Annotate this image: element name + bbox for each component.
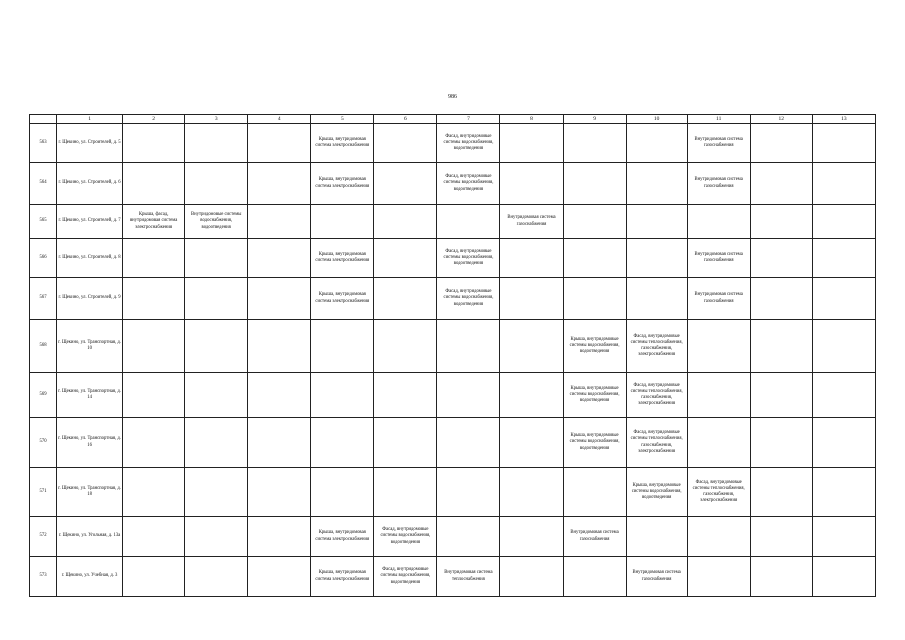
work-cell: Внутридомовая система газоснабжения: [626, 557, 687, 597]
address-cell: г. Щекино, ул. Строителей, д. 6: [57, 163, 123, 205]
table-row: [30, 468, 876, 517]
work-cell: [750, 239, 812, 278]
work-cell: [311, 205, 374, 239]
work-cell: [123, 239, 185, 278]
row-number-cell: 563: [30, 124, 57, 163]
work-cell: [123, 320, 185, 373]
work-cell: [311, 418, 374, 468]
table-row: [30, 320, 876, 373]
column-header: 12: [750, 115, 812, 124]
work-cell: [185, 468, 248, 517]
work-cell: [123, 418, 185, 468]
work-cell: [248, 468, 311, 517]
work-cell: [123, 557, 185, 597]
work-cell: [374, 320, 437, 373]
work-cell: [374, 468, 437, 517]
work-cell: [185, 517, 248, 557]
work-cell: Крыша, внутридомовая система электроснабжения: [311, 163, 374, 205]
work-cell: Фасад, внутридомовые системы теплоснабжения, газоснабжения, электроснабжения: [687, 468, 750, 517]
work-cell: [374, 373, 437, 418]
row-number-cell: 565: [30, 205, 57, 239]
row-number-cell: 571: [30, 468, 57, 517]
row-number-cell: 568: [30, 320, 57, 373]
work-cell: Фасад, внутридомовые системы водоснабжения, водоотведения: [437, 278, 500, 320]
work-cell: Крыша, внутридомовая система электроснабжения: [311, 239, 374, 278]
work-cell: Крыша, внутридомовая система электроснабжения: [311, 557, 374, 597]
table-row: [30, 517, 876, 557]
column-header: 7: [437, 115, 500, 124]
work-cell: Внутридомовая система газоснабжения: [687, 163, 750, 205]
work-cell: [812, 124, 875, 163]
address-cell: г. Щекино, ул. Строителей, д. 5: [57, 124, 123, 163]
work-cell: [248, 418, 311, 468]
work-cell: [185, 557, 248, 597]
table-row: [30, 557, 876, 597]
column-header: 3: [185, 115, 248, 124]
row-number-cell: 564: [30, 163, 57, 205]
column-header: 6: [374, 115, 437, 124]
work-cell: [185, 278, 248, 320]
work-cell: [563, 468, 626, 517]
work-cell: [563, 278, 626, 320]
work-cell: Внутридомовая система газоснабжения: [500, 205, 563, 239]
work-cell: Крыша, внутридомовая система электроснабжения: [311, 517, 374, 557]
work-cell: [750, 418, 812, 468]
work-cell: [185, 163, 248, 205]
work-cell: [123, 468, 185, 517]
work-cell: [185, 320, 248, 373]
work-cell: [123, 124, 185, 163]
table-row: [30, 239, 876, 278]
work-cell: [500, 418, 563, 468]
work-cell: [248, 163, 311, 205]
table-row: [30, 124, 876, 163]
work-cell: [437, 418, 500, 468]
work-cell: [812, 418, 875, 468]
work-cell: Фасад, внутридомовые системы теплоснабжения, газоснабжения, электроснабжения: [626, 373, 687, 418]
work-cell: [563, 163, 626, 205]
work-cell: [123, 278, 185, 320]
column-header: 8: [500, 115, 563, 124]
work-cell: Фасад, внутридомовые системы теплоснабжения, газоснабжения, электроснабжения: [626, 320, 687, 373]
work-cell: [687, 373, 750, 418]
work-cell: [374, 418, 437, 468]
work-cell: [626, 205, 687, 239]
row-number-cell: 569: [30, 373, 57, 418]
work-cell: [374, 278, 437, 320]
work-cell: [812, 320, 875, 373]
address-cell: г. Щекино, ул. Строителей, д. 7: [57, 205, 123, 239]
header-row: [30, 115, 876, 124]
address-cell: г. Щекино, ул. Строителей, д. 8: [57, 239, 123, 278]
column-header: 2: [123, 115, 185, 124]
work-cell: [311, 320, 374, 373]
work-cell: Фасад, внутридомовые системы водоснабжения, водоотведения: [437, 124, 500, 163]
work-cell: Внутридомовая система газоснабжения: [687, 124, 750, 163]
work-cell: [812, 517, 875, 557]
work-cell: [248, 239, 311, 278]
work-cell: [248, 557, 311, 597]
work-cell: Крыша, внутридомовая система электроснабжения: [311, 124, 374, 163]
row-number-cell: 570: [30, 418, 57, 468]
work-cell: [500, 320, 563, 373]
work-cell: [311, 468, 374, 517]
work-cell: [248, 278, 311, 320]
work-cell: [500, 517, 563, 557]
column-header: 1: [57, 115, 123, 124]
header-num-cell: [30, 115, 57, 124]
work-cell: [812, 468, 875, 517]
work-cell: [248, 373, 311, 418]
work-cell: [687, 557, 750, 597]
work-cell: [500, 373, 563, 418]
work-cell: Фасад, внутридомовые системы водоснабжения, водоотведения: [437, 239, 500, 278]
work-cell: Фасад, внутридомовые системы водоснабжения, водоотведения: [437, 163, 500, 205]
work-cell: [374, 163, 437, 205]
work-cell: Крыша, внутридомовые системы водоснабжения, водоотведения: [563, 418, 626, 468]
work-cell: [185, 124, 248, 163]
address-cell: г. Щекино, ул. Транспортная, д. 16: [57, 418, 123, 468]
address-cell: г. Щекино, ул. Транспортная, д. 10: [57, 320, 123, 373]
work-cell: [374, 205, 437, 239]
work-cell: [248, 124, 311, 163]
work-cell: [750, 124, 812, 163]
work-cell: [626, 517, 687, 557]
work-cell: [626, 124, 687, 163]
work-cell: [626, 239, 687, 278]
work-cell: [437, 517, 500, 557]
work-cell: [123, 373, 185, 418]
work-cell: [812, 205, 875, 239]
column-header: 13: [812, 115, 875, 124]
work-cell: [437, 468, 500, 517]
work-cell: Фасад, внутридомовые системы водоснабжения, водоотведения: [374, 557, 437, 597]
work-cell: Внутридомовая система газоснабжения: [687, 278, 750, 320]
work-cell: [750, 320, 812, 373]
work-cell: [248, 517, 311, 557]
work-cell: [374, 124, 437, 163]
column-header: 11: [687, 115, 750, 124]
row-number-cell: 573: [30, 557, 57, 597]
work-cell: [687, 517, 750, 557]
address-cell: г. Щекино, ул. Угольная, д. 13а: [57, 517, 123, 557]
work-cell: [311, 373, 374, 418]
work-cell: [123, 517, 185, 557]
work-cell: [626, 278, 687, 320]
capital-repair-table: [29, 114, 876, 597]
row-number-cell: 567: [30, 278, 57, 320]
work-cell: [500, 278, 563, 320]
column-header: 4: [248, 115, 311, 124]
work-cell: [500, 163, 563, 205]
work-cell: Крыша, внутридомовые системы водоснабжения, водоотведения: [626, 468, 687, 517]
work-cell: [500, 468, 563, 517]
work-cell: [374, 239, 437, 278]
page-number: 986: [448, 94, 457, 100]
table-row: [30, 163, 876, 205]
work-cell: [750, 373, 812, 418]
work-cell: [185, 373, 248, 418]
table-row: [30, 373, 876, 418]
work-cell: [812, 239, 875, 278]
work-cell: [687, 320, 750, 373]
work-cell: [437, 373, 500, 418]
work-cell: Крыша, внутридомовые системы водоснабжения, водоотведения: [563, 320, 626, 373]
work-cell: [185, 239, 248, 278]
work-cell: [750, 205, 812, 239]
work-cell: [687, 418, 750, 468]
work-cell: [812, 278, 875, 320]
work-cell: [750, 163, 812, 205]
work-cell: Внутридомовая система газоснабжения: [563, 517, 626, 557]
work-cell: [500, 124, 563, 163]
column-header: 9: [563, 115, 626, 124]
work-cell: [563, 557, 626, 597]
work-cell: [563, 124, 626, 163]
work-cell: [687, 205, 750, 239]
column-header: 10: [626, 115, 687, 124]
row-number-cell: 572: [30, 517, 57, 557]
address-cell: г. Щекино, ул. Учебная, д. 3: [57, 557, 123, 597]
table-row: [30, 205, 876, 239]
work-cell: [750, 468, 812, 517]
work-cell: [248, 205, 311, 239]
work-cell: [437, 320, 500, 373]
work-cell: Внутридомовые системы водоснабжения, водоотведения: [185, 205, 248, 239]
work-cell: [750, 278, 812, 320]
address-cell: г. Щекино, ул. Транспортная, д. 14: [57, 373, 123, 418]
address-cell: г. Щекино, ул. Строителей, д. 9: [57, 278, 123, 320]
work-cell: [750, 557, 812, 597]
work-cell: Крыша, фасад, внутридомовая система электроснабжения: [123, 205, 185, 239]
work-cell: Крыша, внутридомовые системы водоснабжения, водоотведения: [563, 373, 626, 418]
table-row: [30, 278, 876, 320]
work-cell: [500, 557, 563, 597]
work-cell: [185, 418, 248, 468]
work-cell: [563, 205, 626, 239]
work-cell: [563, 239, 626, 278]
work-cell: Фасад, внутридомовые системы водоснабжения, водоотведения: [374, 517, 437, 557]
work-cell: Фасад, внутридомовые системы теплоснабжения, газоснабжения, электроснабжения: [626, 418, 687, 468]
work-cell: [812, 373, 875, 418]
work-cell: [812, 557, 875, 597]
table-body: [30, 124, 876, 597]
column-header: 5: [311, 115, 374, 124]
work-cell: Внутридомовая система теплоснабжения: [437, 557, 500, 597]
table-row: [30, 418, 876, 468]
work-cell: [812, 163, 875, 205]
work-cell: Крыша, внутридомовая система электроснабжения: [311, 278, 374, 320]
row-number-cell: 566: [30, 239, 57, 278]
address-cell: г. Щекино, ул. Транспортная, д. 18: [57, 468, 123, 517]
work-cell: Внутридомовая система газоснабжения: [687, 239, 750, 278]
work-cell: [123, 163, 185, 205]
work-cell: [750, 517, 812, 557]
work-cell: [626, 163, 687, 205]
work-cell: [437, 205, 500, 239]
work-cell: [500, 239, 563, 278]
work-cell: [248, 320, 311, 373]
